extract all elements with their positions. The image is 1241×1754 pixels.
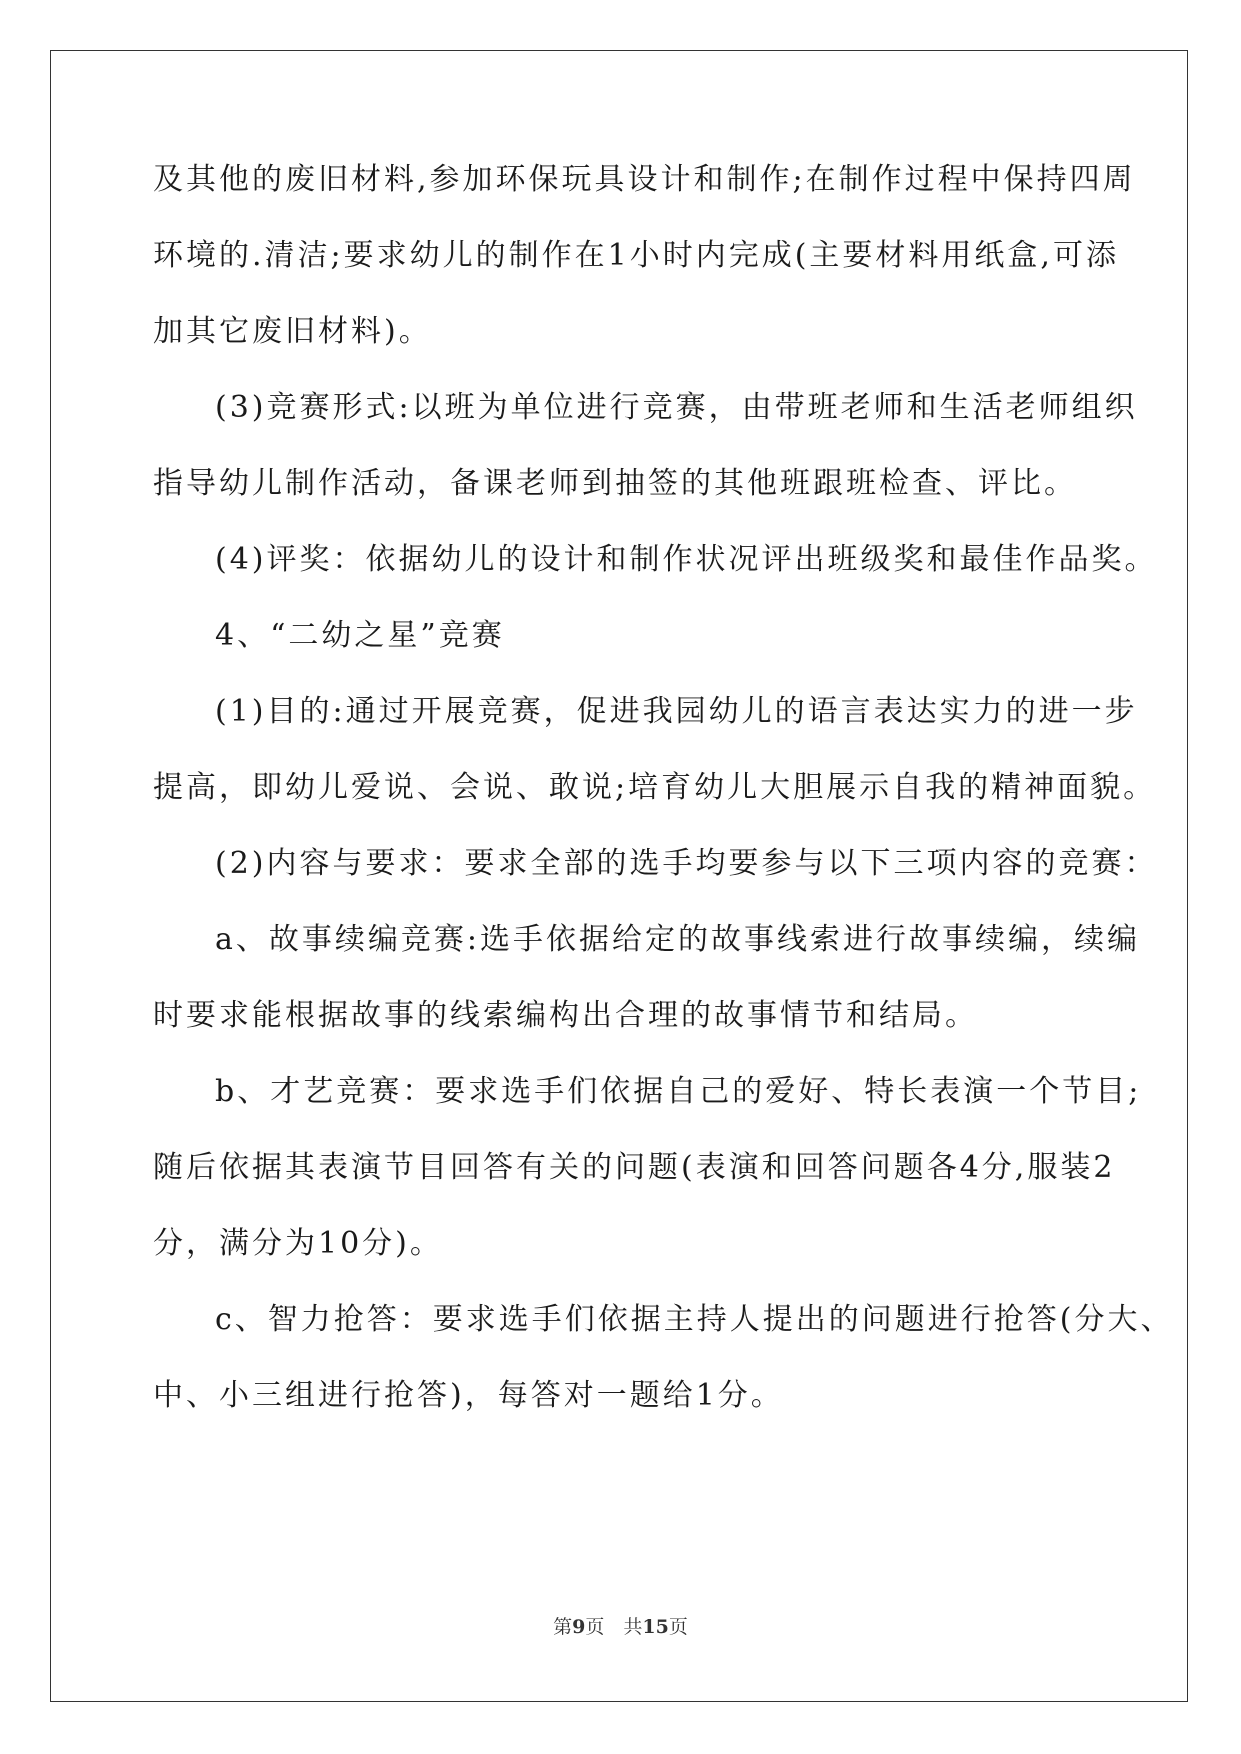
text-line: (3)竞赛形式:以班为单位进行竞赛，由带班老师和生活老师组织 [215, 390, 1138, 425]
text-line: b、才艺竞赛：要求选手们依据自己的爱好、特长表演一个节目; [215, 1074, 1142, 1109]
text-line: 加其它废旧材料)。 [153, 314, 432, 349]
text-line: a、故事续编竞赛:选手依据给定的故事线索进行故事续编，续编 [215, 922, 1140, 957]
text-line: (2)内容与要求：要求全部的选手均要参与以下三项内容的竞赛： [215, 846, 1158, 881]
footer-suffix: 页 [668, 1616, 688, 1638]
text-line: 时要求能根据故事的线索编构出合理的故事情节和结局。 [153, 998, 978, 1033]
text-line: 提高，即幼儿爱说、会说、敢说;培育幼儿大胆展示自我的精神面貌。 [153, 770, 1157, 805]
section-heading: 4、“二幼之星”竞赛 [215, 618, 505, 653]
text-line: 指导幼儿制作活动，备课老师到抽签的其他班跟班检查、评比。 [153, 466, 1077, 501]
text-line: c、智力抢答：要求选手们依据主持人提出的问题进行抢答(分大、 [215, 1302, 1174, 1337]
text-line: 分，满分为10分)。 [153, 1226, 443, 1261]
text-line: (4)评奖：依据幼儿的设计和制作状况评出班级奖和最佳作品奖。 [215, 542, 1158, 577]
text-line: 环境的.清洁;要求幼儿的制作在1小时内完成(主要材料用纸盒,可添 [153, 238, 1119, 273]
current-page-number: 9 [572, 1616, 586, 1638]
text-line: 及其他的废旧材料,参加环保玩具设计和制作;在制作过程中保持四周 [153, 162, 1136, 197]
footer-prefix: 第 [553, 1616, 573, 1638]
text-line: 中、小三组进行抢答)，每答对一题给1分。 [153, 1378, 784, 1413]
text-line: (1)目的:通过开展竞赛，促进我园幼儿的语言表达实力的进一步 [215, 694, 1138, 729]
text-line: 随后依据其表演节目回答有关的问题(表演和回答问题各4分,服装2 [153, 1150, 1116, 1185]
page-footer [0, 1612, 1241, 1639]
footer-middle: 页 共 [585, 1616, 643, 1638]
total-page-number: 15 [642, 1616, 669, 1638]
